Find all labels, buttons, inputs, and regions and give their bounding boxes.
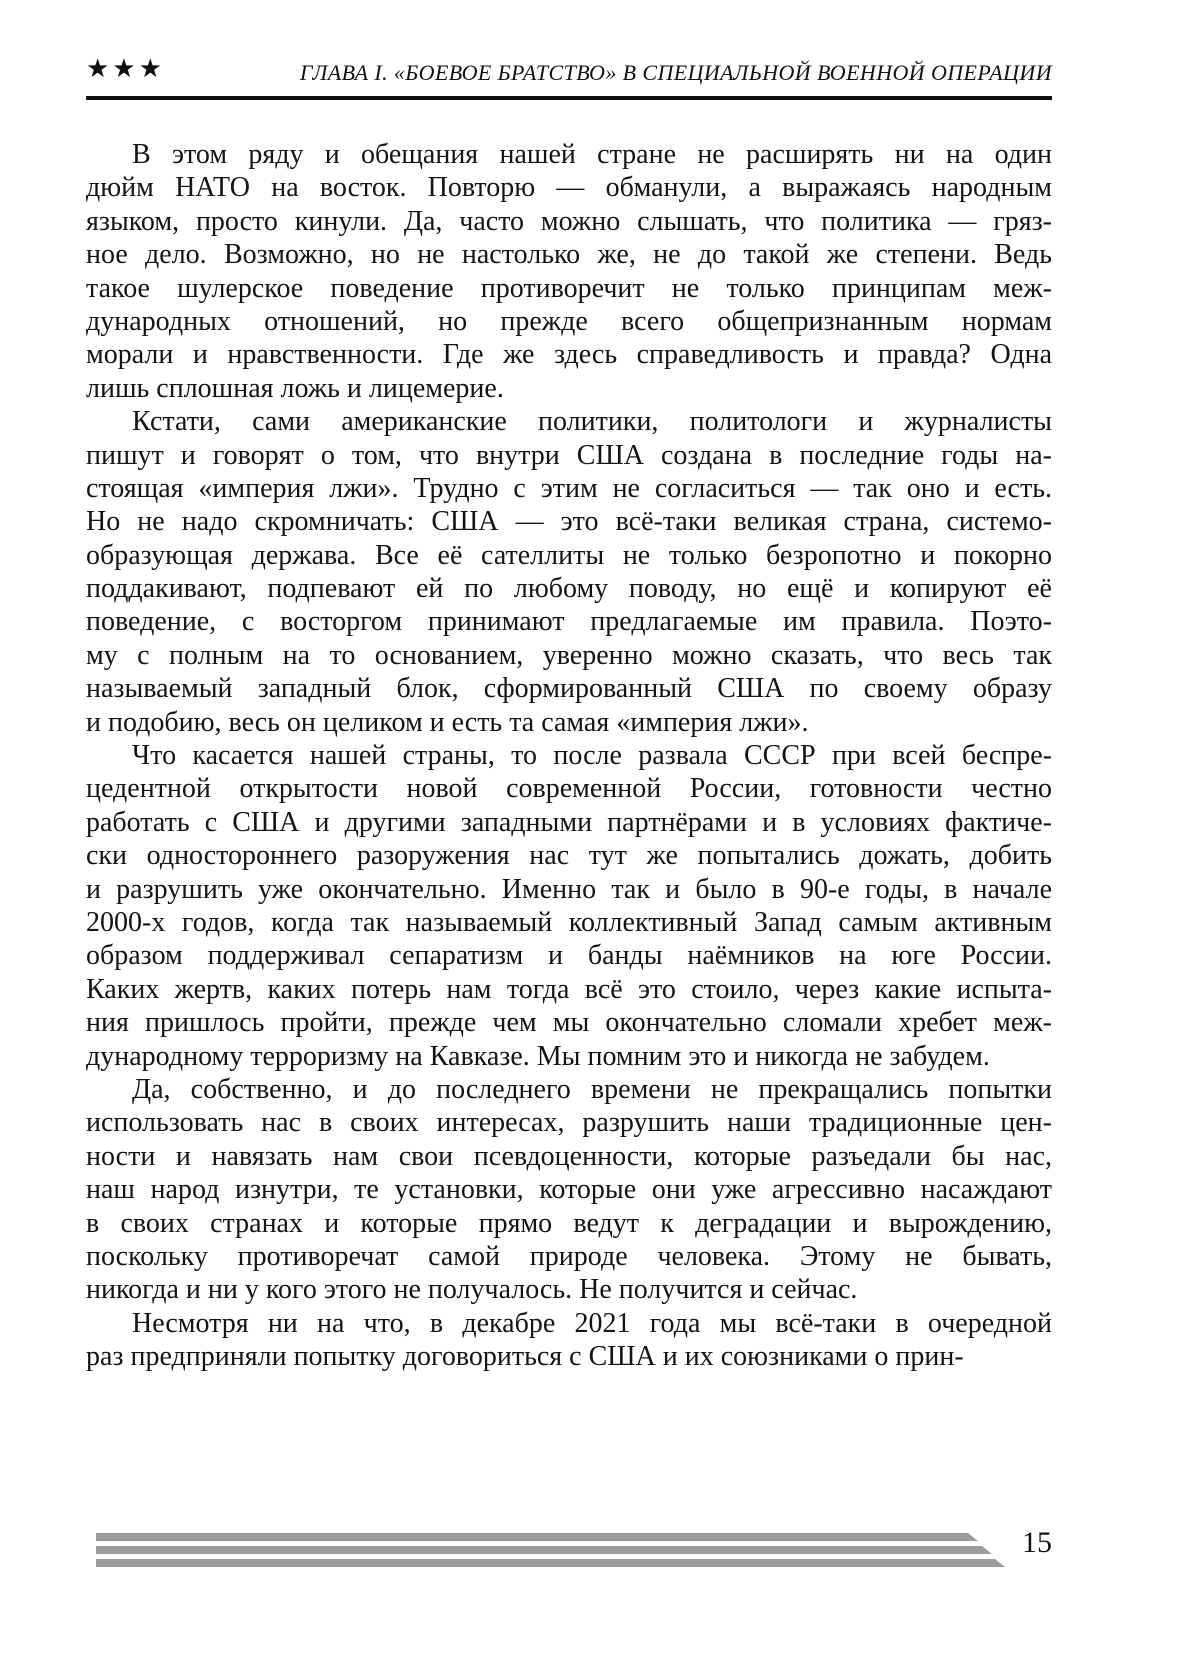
- text-line: такое шулерское поведение противоречит не только принципам меж-: [86, 272, 1052, 304]
- paragraph: [86, 138, 1052, 405]
- chapter-stars-icon: ★★★: [86, 54, 165, 84]
- text-line: дюйм НАТО на восток. Повторю — обманули, а выражаясь народным: [86, 172, 1052, 204]
- text-line: пишут и говорят о том, что внутри США создана в последние годы на-: [86, 439, 1052, 471]
- footer-stripe: [96, 1559, 1005, 1567]
- text-line: и подобию, весь он целиком и есть та самая «империя лжи».: [86, 706, 809, 738]
- text-line: ности и навязать нам свои псевдоценности, которые разъедали бы нас,: [86, 1140, 1052, 1172]
- text-line: дународному терроризму на Кавказе. Мы помним это и никогда не забудем.: [86, 1040, 990, 1072]
- text-line: му с полным на то основанием, уверенно можно сказать, что весь так: [86, 639, 1052, 671]
- text-line: работать с США и другими западными партнёрами и в условиях фактиче-: [86, 806, 1052, 838]
- text-line: В этом ряду и обещания нашей стране не расширять ни на один: [132, 139, 1052, 170]
- text-line: в своих странах и которые прямо ведут к деградации и вырождению,: [86, 1207, 1052, 1239]
- paragraph: [86, 405, 1052, 739]
- paragraph: [86, 1073, 1052, 1307]
- text-line: стоящая «империя лжи». Трудно с этим не согласиться — так оно и есть.: [86, 472, 1052, 504]
- paragraph: [86, 1307, 1052, 1374]
- text-line: использовать нас в своих интересах, разрушить наши традиционные цен-: [86, 1107, 1052, 1139]
- text-line: ски одностороннего разоружения нас тут же попытались дожать, добить: [86, 840, 1052, 872]
- text-line: Каких жертв, каких потерь нам тогда всё это стоило, через какие испыта-: [86, 973, 1052, 1005]
- text-line: образующая держава. Все её сателлиты не только безропотно и покорно: [86, 539, 1052, 571]
- text-line: никогда и ни у кого этого не получалось. Не получится и сейчас.: [86, 1274, 858, 1306]
- text-line: и разрушить уже окончательно. Именно так и было в 90-е годы, в начале: [86, 873, 1052, 905]
- text-line: Но не надо скромничать: США — это всё-таки великая страна, системо-: [86, 506, 1052, 538]
- text-line: называемый западный блок, сформированный США по своему образу: [86, 673, 1052, 705]
- text-line: ное дело. Возможно, но не настолько же, не до такой же степени. Ведь: [86, 239, 1052, 271]
- footer-stripe: [96, 1546, 992, 1554]
- text-line: 2000-х годов, когда так называемый коллективный Запад самым активным: [86, 906, 1052, 938]
- text-line: раз предприняли попытку договориться с США и их союзниками о прин-: [86, 1341, 964, 1373]
- text-line: поведение, с восторгом принимают предлагаемые им правила. Поэто-: [86, 606, 1052, 638]
- text-line: ния пришлось пройти, прежде чем мы окончательно сломали хребет меж-: [86, 1007, 1052, 1039]
- text-line: Что касается нашей страны, то после развала СССР при всей беспре-: [132, 740, 1052, 772]
- text-line: Да, собственно, и до последнего времени не прекращались попытки: [132, 1073, 1052, 1105]
- text-line: образом поддерживал сепаратизм и банды наёмников на юге России.: [86, 940, 1052, 972]
- text-line: поддакивают, подпевают ей по любому поводу, но ещё и копируют её: [86, 573, 1052, 605]
- paragraph: [86, 739, 1052, 1073]
- header-rule: [86, 96, 1052, 100]
- footer-decoration: [96, 1533, 1016, 1569]
- text-line: дународных отношений, но прежде всего общепризнанным нормам: [86, 305, 1052, 337]
- text-line: Кстати, сами американские политики, политологи и журналисты: [132, 406, 1052, 438]
- running-head: ГЛАВА I. «БОЕВОЕ БРАТСТВО» В СПЕЦИАЛЬНОЙ ВОЕННОЙ ОПЕРАЦИИ: [299, 60, 1052, 85]
- footer-stripe: [96, 1533, 978, 1541]
- text-line: цедентной открытости новой современной России, готовности честно: [86, 773, 1052, 805]
- page-number: 15: [1022, 1526, 1052, 1559]
- text-line: наш народ изнутри, те установки, которые они уже агрессивно насаждают: [86, 1174, 1052, 1206]
- content-column: [86, 0, 1052, 1663]
- text-line: Несмотря ни на что, в декабре 2021 года мы всё-таки в очередной: [132, 1307, 1052, 1339]
- body-text: [86, 138, 1052, 1373]
- text-line: лишь сплошная ложь и лицемерие.: [86, 372, 504, 404]
- text-line: морали и нравственности. Где же здесь справедливость и правда? Одна: [86, 339, 1052, 371]
- text-line: языком, просто кинули. Да, часто можно слышать, что политика — гряз-: [86, 205, 1052, 237]
- text-line: поскольку противоречат самой природе человека. Этому не бывать,: [86, 1240, 1052, 1272]
